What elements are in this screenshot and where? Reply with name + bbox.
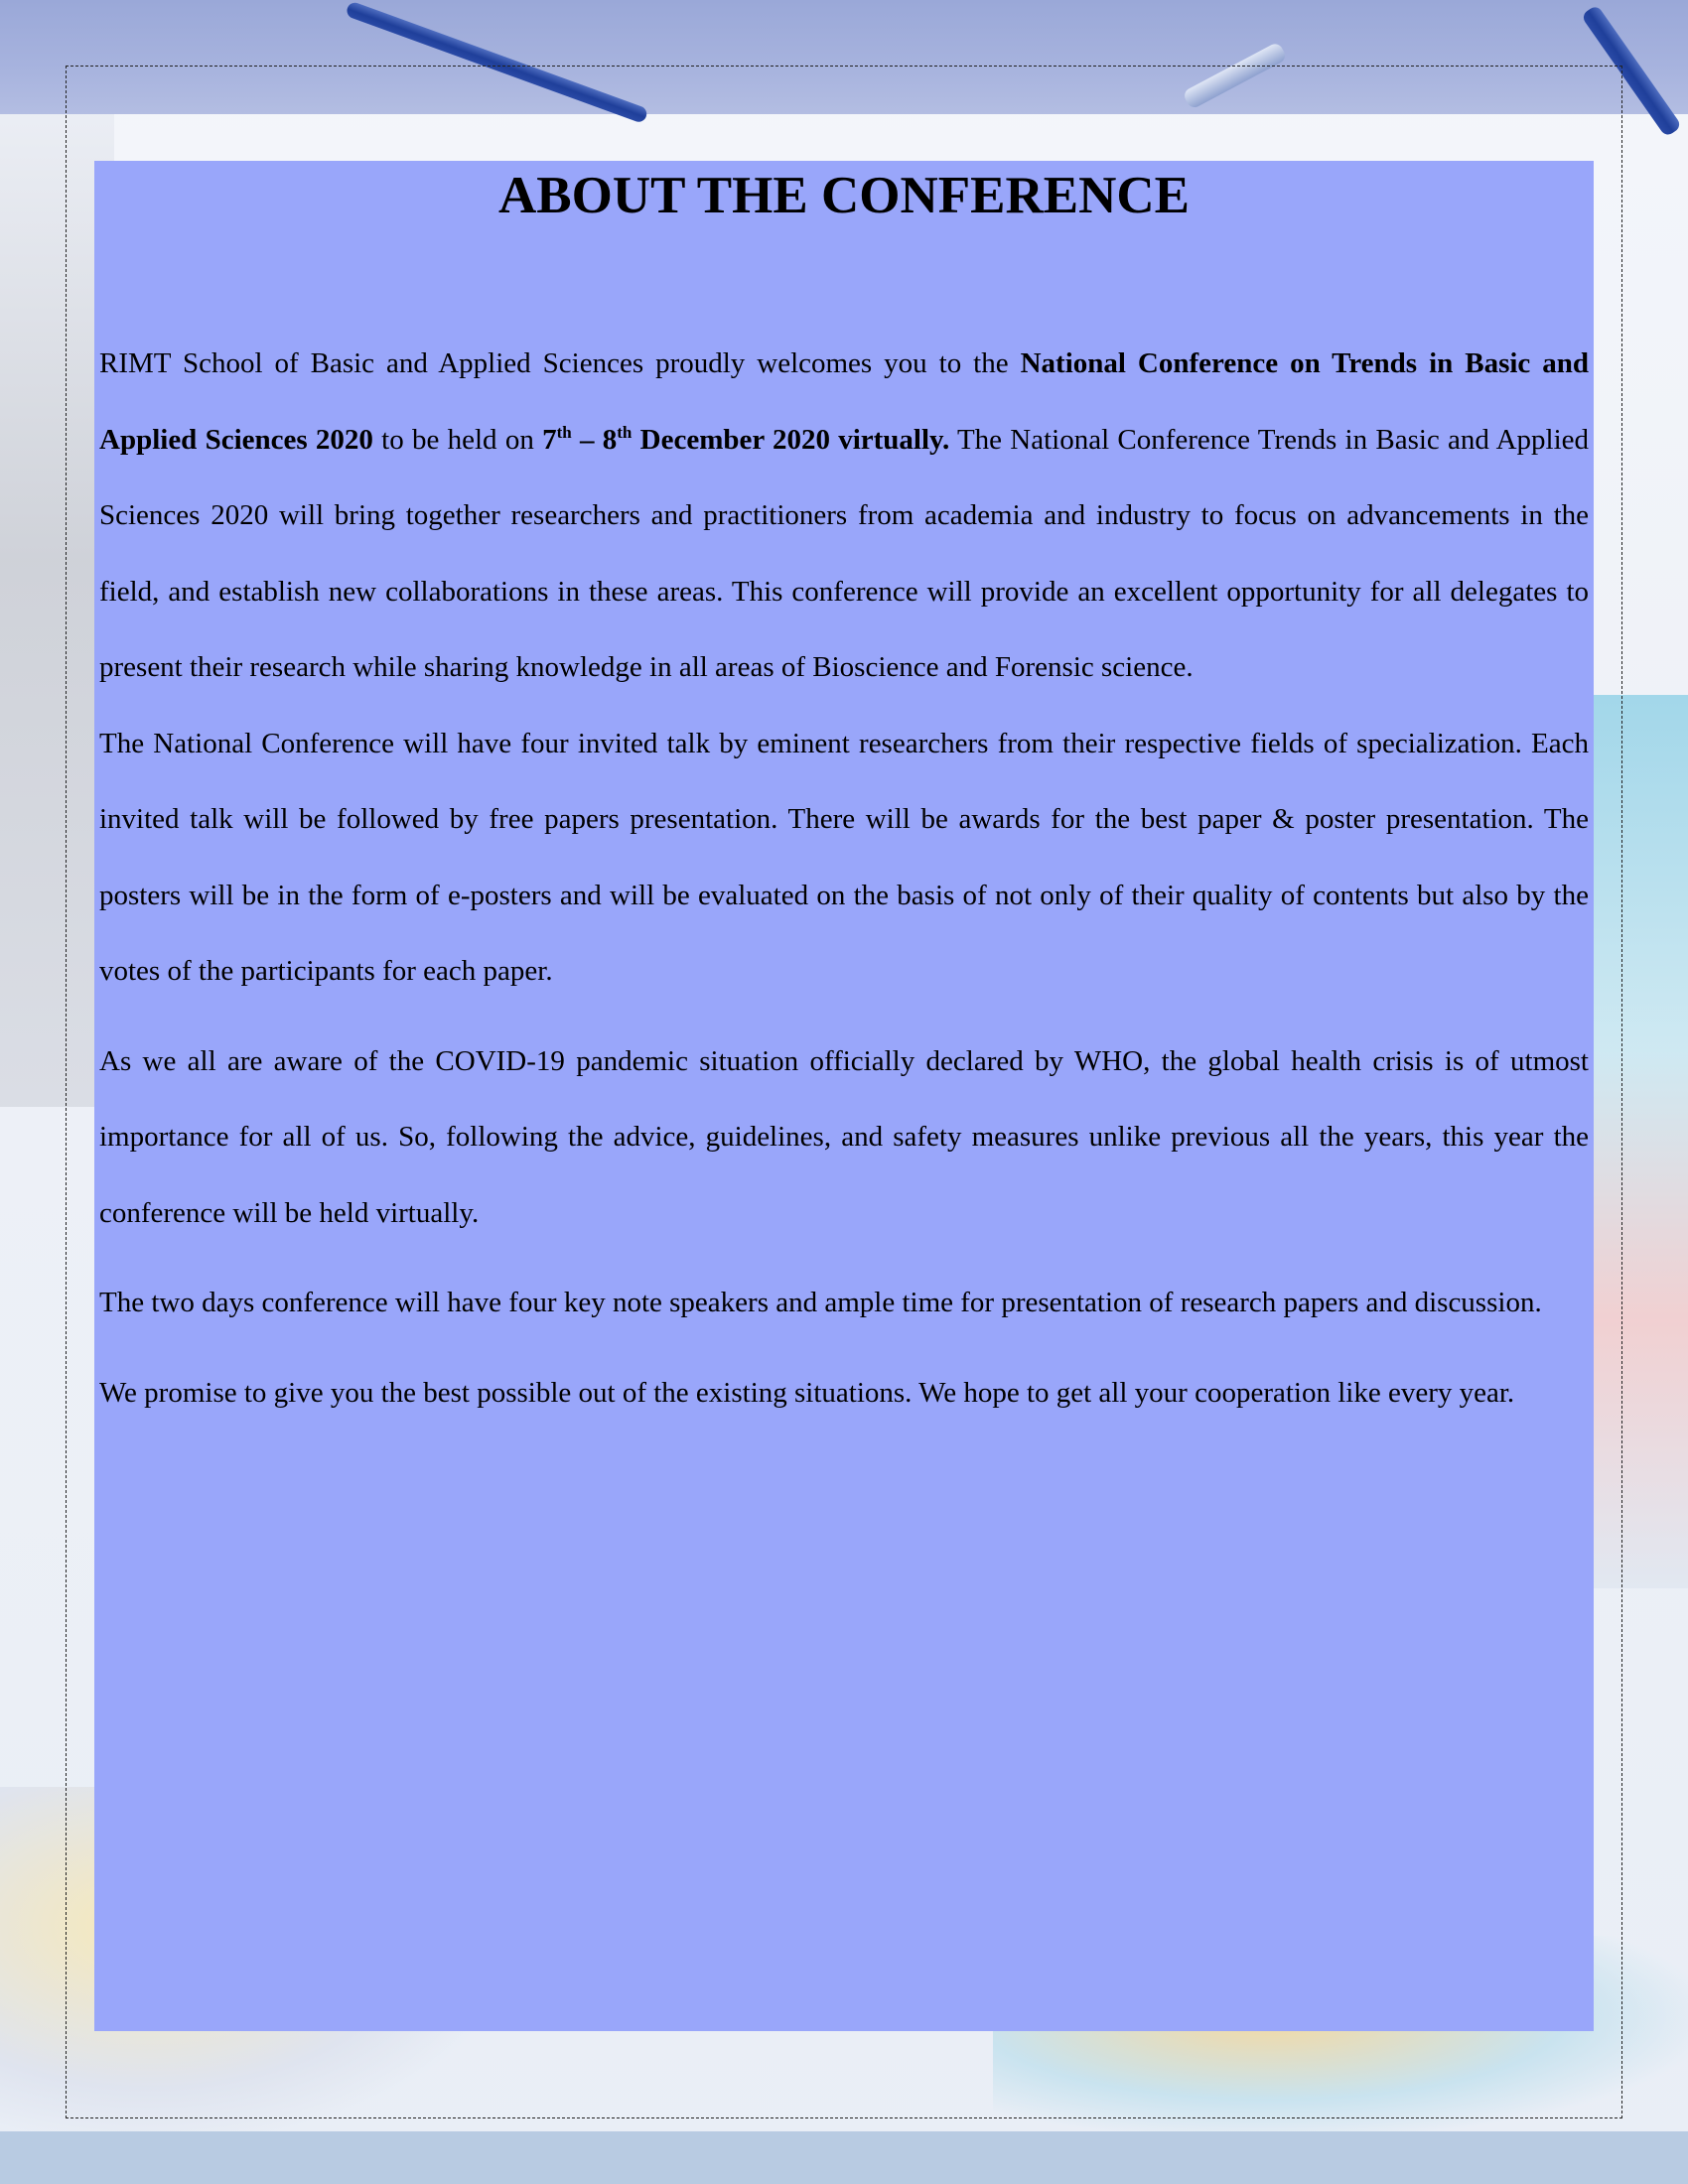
start-date: 7 (542, 423, 557, 456)
body-paragraph: As we all are aware of the COVID-19 pandemic situation officially declared by WHO, the global health crisis is of utmost importance for all of us. So, following the advice, guidelines, and safety measures unlike previous all the years, this year the conference will be held virtually. (99, 1044, 1589, 1229)
intro-text: RIMT School of Basic and Applied Sciences proudly welcomes you to the (99, 347, 1021, 379)
footer-strip (0, 2131, 1688, 2184)
date-suffix: th (556, 422, 572, 442)
body-paragraph: The National Conference will have four invited talk by eminent researchers from their respective fields of specialization. Each invited talk will be followed by free papers presentation. There will be awards for the best paper & poster presentation. The posters will be in the form of e-posters and will be evaluated on the basis of not only of their quality of contents but also by the votes of the participants for each paper. (99, 727, 1589, 987)
page-title: ABOUT THE CONFERENCE (497, 167, 1190, 224)
content-panel (94, 161, 1594, 2031)
date-dash: – (571, 423, 603, 456)
body-paragraph: We promise to give you the best possible out of the existing situations. We hope to get all your cooperation like every year. (99, 1376, 1515, 1409)
intro-text: The National Conference Trends in Basic and Applied Sciences 2020 will bring together researchers and practitioners from academia and industry to focus on advancements in the field, and establish new collaborations in these areas. This conference will provide an excellent opportunity for all delegates to present their research while sharing knowledge in all areas of Bioscience and Forensic science. (99, 423, 1590, 683)
body-paragraph: The two days conference will have four key note speakers and ample time for presentation of research papers and discussion. (99, 1287, 1542, 1318)
date-month-mode: December 2020 virtually. (632, 423, 950, 456)
intro-paragraph (99, 326, 1589, 706)
conference-name: National Conference on Trends in Basic and Applied Sciences 2020 (99, 347, 1590, 456)
intro-text: to be held on (372, 423, 543, 456)
spacer (99, 226, 1589, 326)
date-suffix: th (617, 422, 633, 442)
end-date: 8 (602, 423, 618, 456)
